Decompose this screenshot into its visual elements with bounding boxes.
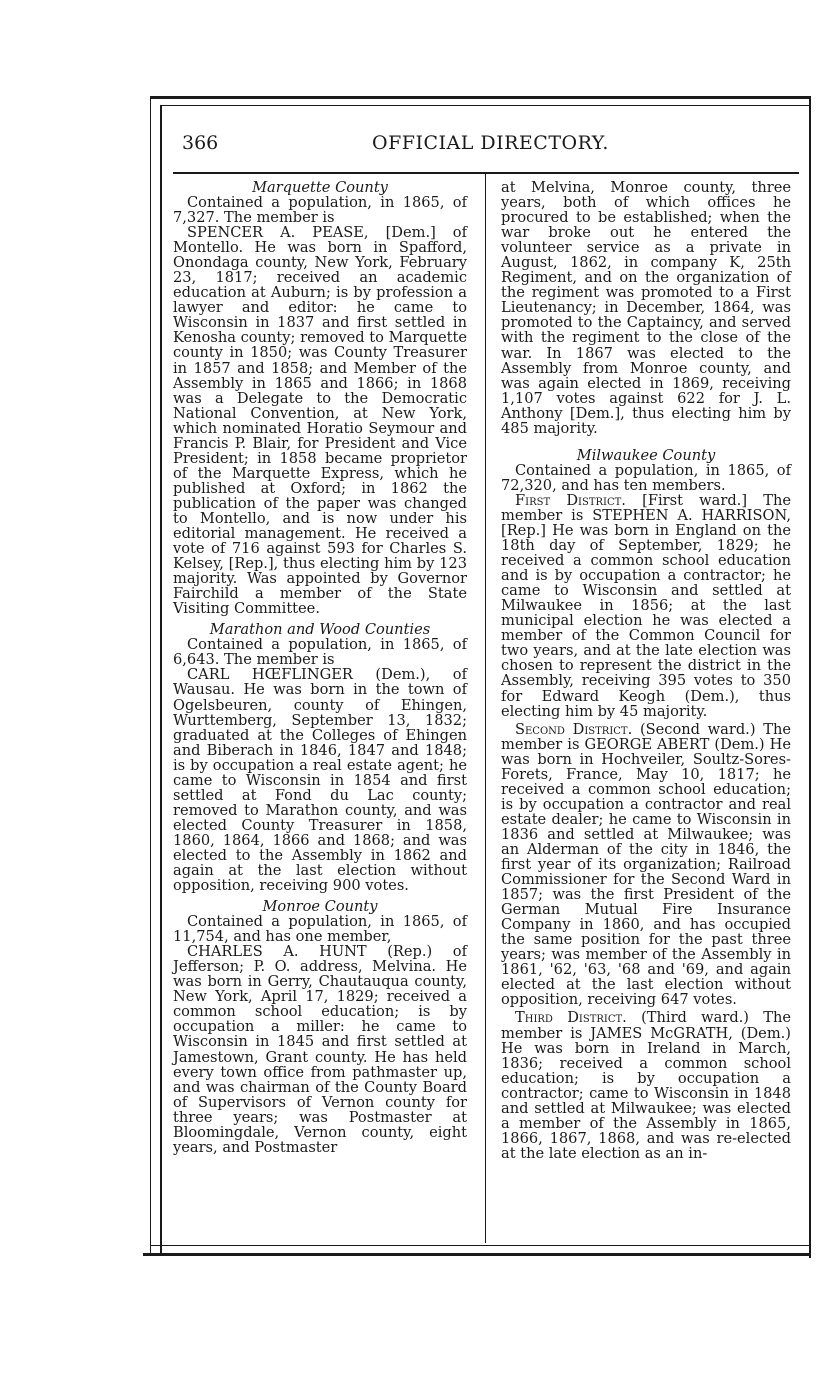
population-milwaukee: Contained a population, in 1865, of 72,320, and has ten members.	[501, 461, 791, 494]
left-column	[173, 180, 467, 1155]
population-marathon-wood: Contained a population, in 1865, of 6,643. The member is	[173, 636, 467, 669]
district-label-second: Second District.	[515, 720, 633, 738]
section-heading-marathon-wood: Marathon and Wood Counties	[209, 621, 431, 639]
frame-left-rule-outer	[150, 96, 151, 1253]
frame-top-rule-thick	[150, 96, 811, 99]
district-label-first: First District.	[515, 491, 626, 509]
district-text-first: [First ward.] The member is STEPHEN A. HARRISON, [Rep.] He was born in England on the 18th day of September, 1829; he received a common school education and is by occupation a contractor; he came to Wisconsin and settled at Milwaukee in 1856; at the last municipal election he was elected a member of the Common Council for two years, and at the late election was chosen to represent the district in the Assembly, receiving 395 votes to 350 for Edward Keogh (Dem.), thus electing him by 45 majority.	[501, 491, 791, 720]
section-heading-monroe: Monroe County	[262, 898, 378, 916]
section-heading-milwaukee: Milwaukee County	[576, 446, 716, 464]
frame-bottom-rule-thick	[143, 1253, 811, 1256]
population-monroe: Contained a population, in 1865, of 11,754, and has one member,	[173, 913, 467, 946]
member-bio-hunt: CHARLES A. HUNT (Rep.) of Jefferson; P. O. address, Melvina. He was born in Gerry, Chautauqua county, New York, April 17, 1829; received a common school education; is by occupation a miller: he came to Wisconsin in 1845 and first settled at Jamestown, Grant county. He has held every town office from pathmaster up, and was chairman of the County Board of Supervisors of Vernon county for three years; was Postmaster at Bloomingdale, Vernon county, eight years, and Postmaster	[173, 943, 467, 1156]
frame-bottom-rule-thin	[150, 1245, 810, 1246]
district-text-second: (Second ward.) The member is GEORGE ABERT (Dem.) He was born in Hochveiler, Soultz-Sores-Forets, France, May 10, 1817; he received a common school education; is by occupation a contractor and real estate dealer; he came to Wisconsin in 1836 and settled at Milwaukee; was an Alderman of the city in 1846, the first year of its organization; Railroad Commissioner for the Second Ward in 1857; was the first President of the German Mutual Fire Insurance Company in 1860, and has occupied the same position for the past three years; was member of the Assembly in 1861, '62, '63, '68 and '69, and again elected at the last election without opposition, receiving 647 votes.	[501, 720, 791, 1009]
member-bio-hunt-continued: at Melvina, Monroe county, three years, both of which offices he procured to be established; when the war broke out he entered the volunteer service as a private in August, 1862, in company K, 25th Regiment, and on the organization of the regiment was promoted to a First Lieutenancy; in December, 1864, was promoted to the Captaincy, and served with the regiment to the close of the war. In 1867 was elected to the Assembly from Monroe county, and was again elected in 1869, receiving 1,107 votes against 622 for J. L. Anthony [Dem.], thus electing him by 485 majority.	[501, 179, 791, 437]
member-bio-hoeflinger: CARL HŒFLINGER (Dem.), of Wausau. He was born in the town of Ogelsbeuren, county of Ehingen, Wurttemberg, September 13, 1832; graduated at the Colleges of Ehingen and Biberach in 1846, 1847 and 1848; is by occupation a real estate agent; he came to Wisconsin in 1854 and first settled at Fond du Lac county; removed to Marathon county, and was elected County Treasurer in 1858, 1860, 1864, 1866 and 1868; and was elected to the Assembly in 1862 and again at the last election without opposition, receiving 900 votes.	[173, 666, 467, 895]
header-underline	[173, 172, 799, 174]
district-label-third: Third District.	[515, 1009, 627, 1027]
district-entry-second	[501, 722, 791, 1008]
frame-right-rule	[809, 96, 811, 1258]
member-bio-pease: SPENCER A. PEASE, [Dem.] of Montello. He was born in Spafford, Onondaga county, New York, February 23, 1817; received an academic education at Auburn; is by profession a lawyer and editor: he came to Wisconsin in 1837 and first settled in Kenosha county; removed to Marquette county in 1850; was County Treasurer in 1857 and 1858; and Member of the Assembly in 1865 and 1866; in 1868 was a Delegate to the Democratic National Convention, at New York, which nominated Horatio Seymour and Francis P. Blair, for President and Vice President; in 1858 became proprietor of the Marquette Express, which he published at Oxford; in 1862 the publication of the paper was changed to Montello, and is now under his editorial management. He received a vote of 716 against 593 for Charles S. Kelsey, [Rep.], thus electing him by 123 majority. Was appointed by Governor Fairchild a member of the State Visiting Committee.	[173, 224, 467, 618]
page-header	[182, 132, 792, 158]
district-text-third: (Third ward.) The member is JAMES McGRATH, (Dem.) He was born in Ireland in March, 1836; received a common school education; is by occupation a contractor; came to Wisconsin in 1848 and settled at Milwaukee; was elected a member of the Assembly in 1865, 1866, 1867, 1868, and was re-elected at the late election as an in-	[501, 1009, 792, 1162]
page-title: OFFICIAL DIRECTORY.	[372, 132, 609, 154]
section-heading-marquette: Marquette County	[252, 179, 388, 196]
right-column	[501, 180, 791, 1161]
district-entry-third	[501, 1010, 791, 1160]
population-marquette: Contained a population, in 1865, of 7,327. The member is	[173, 194, 467, 227]
page-number: 366	[182, 132, 219, 154]
frame-left-rule-inner	[160, 105, 162, 1253]
frame-top-rule-thin	[160, 105, 810, 106]
district-entry-first	[501, 493, 791, 719]
column-divider	[485, 174, 486, 1243]
